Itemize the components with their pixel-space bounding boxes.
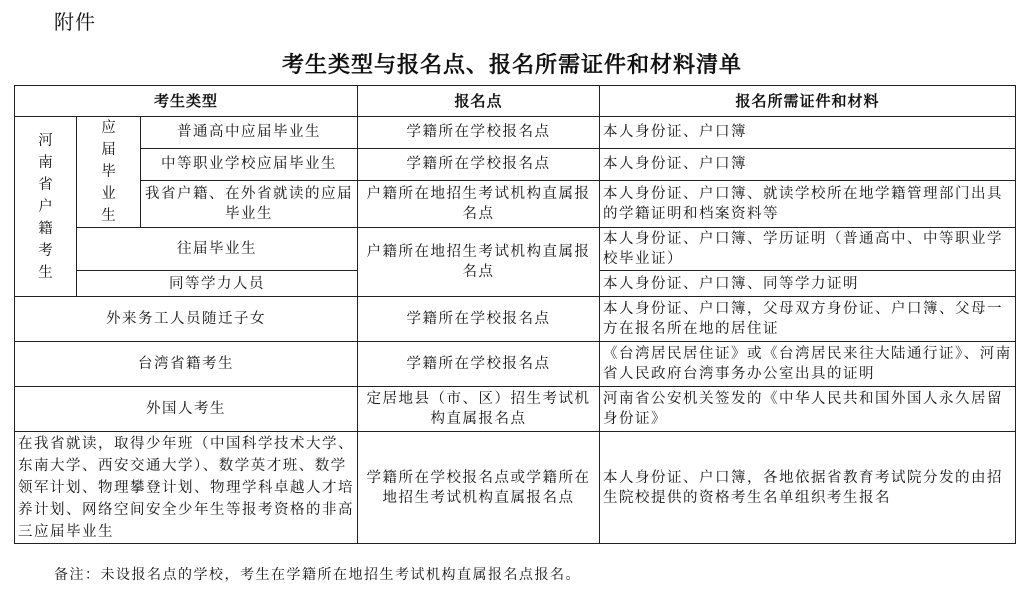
table-row: [15, 342, 1016, 387]
materials-cell: 河南省公安机关签发的《中华人民共和国外国人永久居留身份证》: [600, 387, 1016, 432]
materials-cell: 本人身份证、户口簿、就读学校所在地学籍管理部门出具的学籍证明和档案资料等: [600, 180, 1016, 227]
materials-cell: 《台湾居民居住证》或《台湾居民来往大陆通行证》、河南省人民政府台湾事务办公室出具的证明: [600, 342, 1016, 387]
table-row: [15, 387, 1016, 432]
page-title: 考生类型与报名点、报名所需证件和材料清单: [281, 53, 742, 78]
candidate-type-cell: 中等职业学校应届毕业生: [141, 148, 358, 180]
materials-cell: 本人身份证、户口簿、同等学力证明: [600, 271, 1016, 297]
column-header-materials: 报名所需证件和材料: [600, 86, 1016, 117]
table-row: [15, 228, 1016, 271]
column-header-type: 考生类型: [15, 86, 358, 117]
candidate-type-cell: 外来务工人员随迁子女: [15, 297, 358, 342]
registration-point-cell: 定居地县（市、区）招生考试机构直属报名点: [358, 387, 600, 432]
candidate-type-cell: 台湾省籍考生: [15, 342, 358, 387]
group-label-fresh-graduates: 应 届 毕 业 生: [77, 117, 141, 228]
materials-cell: 本人身份证、户口簿: [600, 117, 1016, 149]
candidate-type-cell: 在我省就读，取得少年班（中国科学技术大学、东南大学、西安交通大学）、数学英才班、数学领军计划、物理攀登计划、物理学科卓越人才培养计划、网络空间安全少年生等报考资格的非高三应届毕业生: [15, 432, 358, 544]
materials-cell: 本人身份证、户口簿、学历证明（普通高中、中等职业学校毕业证）: [600, 228, 1016, 271]
candidate-type-cell: 我省户籍、在外省就读的应届毕业生: [141, 180, 358, 227]
materials-cell: 本人身份证、户口簿，父母双方身份证、户口簿、父母一方在报名所在地的居住证: [600, 297, 1016, 342]
attachment-label: 附件: [54, 10, 96, 34]
registration-point-cell: 学籍所在学校报名点: [358, 297, 600, 342]
table-header-row: [15, 86, 1016, 117]
registration-point-cell: 户籍所在地招生考试机构直属报名点: [358, 180, 600, 227]
registration-point-cell: 户籍所在地招生考试机构直属报名点: [358, 228, 600, 297]
registration-point-cell: 学籍所在学校报名点: [358, 117, 600, 149]
registration-point-cell: 学籍所在学校报名点或学籍所在地招生考试机构直属报名点: [358, 432, 600, 544]
registration-point-cell: 学籍所在学校报名点: [358, 148, 600, 180]
requirements-table: [14, 85, 1016, 544]
group-label-henan: 河 南 省 户 籍 考 生: [15, 117, 77, 297]
column-header-point: 报名点: [358, 86, 600, 117]
table-row: [15, 297, 1016, 342]
materials-cell: 本人身份证、户口簿，各地依据省教育考试院分发的由招生院校提供的资格考生名单组织考生报名: [600, 432, 1016, 544]
table-row: [15, 180, 1016, 227]
candidate-type-cell: 往届毕业生: [77, 228, 358, 271]
candidate-type-cell: 同等学力人员: [77, 271, 358, 297]
footnote: 备注：未设报名点的学校，考生在学籍所在地招生考试机构直属报名点报名。: [54, 567, 581, 583]
registration-point-cell: 学籍所在学校报名点: [358, 342, 600, 387]
table-row: [15, 148, 1016, 180]
materials-cell: 本人身份证、户口簿: [600, 148, 1016, 180]
table-row: [15, 432, 1016, 544]
candidate-type-cell: 外国人考生: [15, 387, 358, 432]
table-row: [15, 117, 1016, 149]
candidate-type-cell: 普通高中应届毕业生: [141, 117, 358, 149]
